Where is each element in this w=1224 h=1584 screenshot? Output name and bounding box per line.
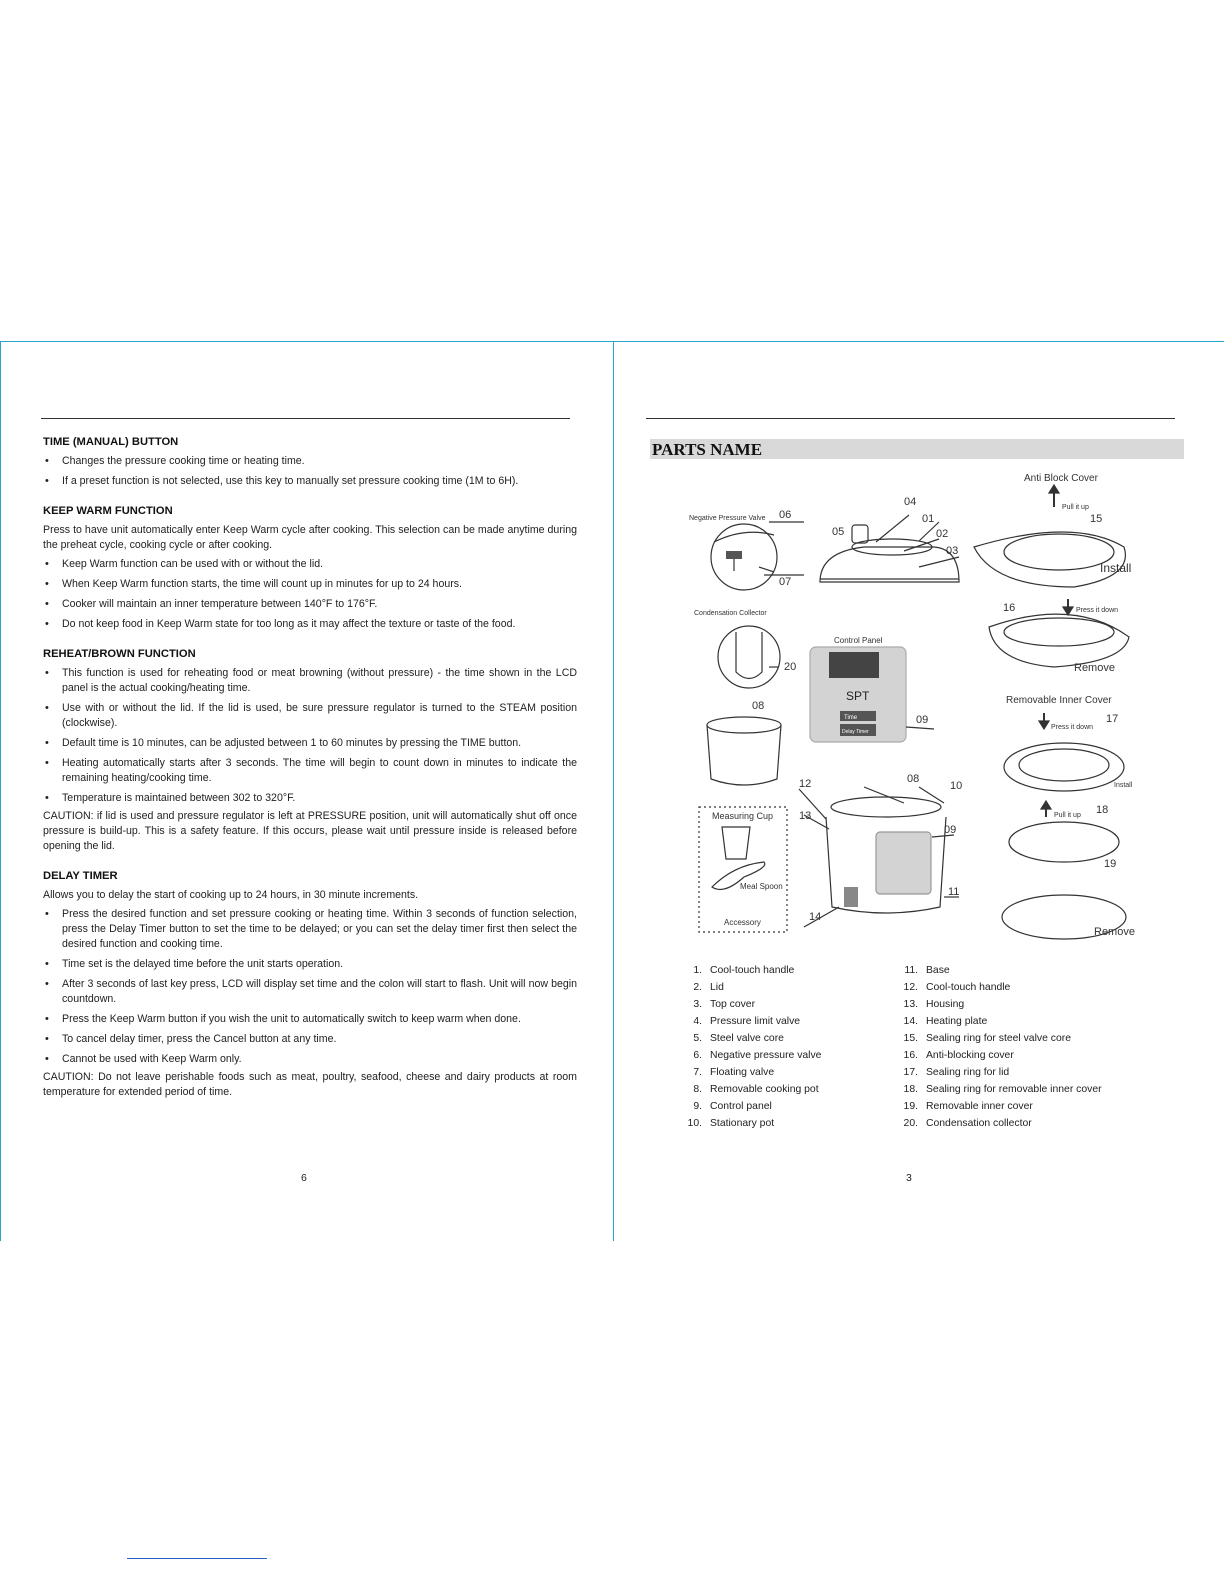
part-number: 15. — [903, 1033, 918, 1044]
part-number: 5. — [693, 1033, 702, 1044]
part-number: 13. — [903, 999, 918, 1010]
condensation-collector-label: Condensation Collector — [694, 610, 767, 617]
bullet-item: • Heating automatically starts after 3 seconds. The time will begin to count down in minutes to indicate the remaining heating/cooking time. — [43, 756, 577, 786]
anti-block-install-figure — [974, 473, 1131, 587]
part-name: Lid — [710, 982, 724, 993]
callout-13: 13 — [799, 810, 812, 822]
callout-09b: 09 — [944, 824, 957, 836]
caution-text: CAUTION: if lid is used and pressure regulator is left at PRESSURE position, unit will automatically shut off once pressure is build-up. This is a safety feature. If this occurs, please wait until pressure inside is released before opening the lid. — [43, 810, 577, 852]
condensation-collector-figure — [694, 610, 796, 688]
part-number: 4. — [693, 1016, 702, 1027]
part-name: Condensation collector — [926, 1118, 1032, 1129]
part-name: Anti-blocking cover — [926, 1050, 1014, 1061]
right-page — [614, 341, 1224, 1241]
part-name: Steel valve core — [710, 1033, 784, 1044]
negative-pressure-valve-label: Negative Pressure Valve — [689, 515, 766, 522]
negative-pressure-valve-figure — [689, 509, 804, 590]
time-button-label: Time — [844, 715, 858, 721]
part-name: Pressure limit valve — [710, 1016, 801, 1027]
part-name: Control panel — [710, 1101, 772, 1112]
callout-04: 04 — [904, 496, 917, 508]
section — [43, 504, 577, 632]
accessory-label: Accessory — [724, 918, 761, 927]
accessory-figure — [699, 807, 787, 932]
callout-20: 20 — [784, 661, 797, 673]
part-name: Removable cooking pot — [710, 1084, 819, 1095]
part-number: 8. — [693, 1084, 702, 1095]
part-number: 9. — [693, 1101, 702, 1112]
press-it-down-label: Press it down — [1076, 607, 1119, 614]
page-number: 3 — [906, 1172, 912, 1184]
section-heading: REHEAT/BROWN FUNCTION — [43, 648, 196, 660]
bullet-item: • Keep Warm function can be used with or without the lid. — [43, 557, 577, 572]
callout-18: 18 — [1096, 804, 1109, 816]
part-number: 19. — [903, 1101, 918, 1112]
section-heading: TIME (MANUAL) BUTTON — [43, 436, 179, 448]
inner-pot-figure — [707, 700, 781, 785]
bullet-item: • Press the desired function and set pressure cooking or heating time. Within 3 seconds of function selection, press the Delay Timer button to set the time to be delayed; or you can set the delay timer first then select the desired function and cooking time. — [43, 907, 577, 952]
callout-08b: 08 — [907, 773, 920, 785]
control-panel-label: Control Panel — [834, 636, 883, 645]
part-name: Negative pressure valve — [710, 1050, 822, 1061]
callout-14: 14 — [809, 911, 822, 923]
bullet-item: • Cooker will maintain an inner temperature between 140°F to 176°F. — [43, 597, 577, 612]
removable-inner-cover-label: Removable Inner Cover — [1006, 695, 1112, 706]
bullet-item: • After 3 seconds of last key press, LCD will display set time and the colon will start to flash. Unit will now begin countdown. — [43, 977, 577, 1007]
brand-logo: SPT — [846, 689, 870, 703]
bullet-item: • This function is used for reheating food or meat browning (without pressure) - the time shown in the LCD panel is the actual cooking/heating time. — [43, 666, 577, 696]
part-name: Top cover — [710, 999, 756, 1010]
section-paragraph: Allows you to delay the start of cooking up to 24 hours, in 30 minute increments. — [43, 889, 419, 901]
part-item — [896, 1098, 1102, 1115]
bullet-list — [43, 557, 577, 632]
part-item — [896, 1115, 1102, 1132]
section — [43, 869, 577, 1100]
part-number: 10. — [687, 1118, 702, 1129]
pull-it-up-label-2: Pull it up — [1054, 812, 1081, 819]
bullet-item: • Time set is the delayed time before the unit starts operation. — [43, 957, 577, 972]
part-item — [680, 1047, 821, 1064]
part-number: 1. — [693, 965, 702, 976]
bullet-item: • When Keep Warm function starts, the time will count up in minutes for up to 24 hours. — [43, 577, 577, 592]
section-heading: KEEP WARM FUNCTION — [43, 505, 173, 517]
callout-17: 17 — [1106, 713, 1119, 725]
callout-19: 19 — [1104, 858, 1117, 870]
part-name: Cool-touch handle — [926, 982, 1011, 993]
part-number: 20. — [903, 1118, 918, 1129]
callout-03: 03 — [946, 545, 959, 557]
part-number: 16. — [903, 1050, 918, 1061]
measuring-cup-label: Measuring Cup — [712, 811, 774, 821]
section — [43, 647, 577, 854]
part-name: Removable inner cover — [926, 1101, 1033, 1112]
callout-12: 12 — [799, 778, 812, 790]
callout-01: 01 — [922, 513, 935, 525]
parts-list-right — [896, 962, 1102, 1132]
top-rule — [41, 418, 570, 419]
part-name: Cool-touch handle — [710, 965, 795, 976]
bullet-item: • Cannot be used with Keep Warm only. — [43, 1052, 577, 1067]
part-number: 14. — [903, 1016, 918, 1027]
part-item — [680, 1098, 821, 1115]
part-name: Base — [926, 965, 950, 976]
part-item — [680, 1064, 821, 1081]
section — [43, 435, 577, 489]
part-item — [680, 996, 821, 1013]
footer-line — [127, 1558, 267, 1559]
bullet-item: • Press the Keep Warm button if you wish the unit to automatically switch to keep warm when done. — [43, 1012, 577, 1027]
parts-list-left — [680, 962, 821, 1132]
part-item — [896, 1064, 1102, 1081]
instructions-content — [43, 435, 577, 1115]
part-item — [680, 1013, 821, 1030]
left-page — [0, 341, 614, 1241]
callout-07: 07 — [779, 576, 792, 588]
part-name: Floating valve — [710, 1067, 775, 1078]
part-number: 3. — [693, 999, 702, 1010]
bullet-item: • If a preset function is not selected, use this key to manually set pressure cooking time (1M to 6H). — [43, 474, 577, 489]
callout-09a: 09 — [916, 714, 929, 726]
delay-timer-button-label: Delay Timer — [842, 729, 869, 735]
part-number: 17. — [903, 1067, 918, 1078]
part-name: Sealing ring for steel valve core — [926, 1033, 1071, 1044]
inner-cover-remove-figure — [1002, 801, 1135, 939]
part-number: 2. — [693, 982, 702, 993]
bullet-item: • Temperature is maintained between 302 to 320°F. — [43, 791, 577, 806]
part-item — [680, 1081, 821, 1098]
control-panel-figure — [810, 636, 934, 742]
bullet-item: • Default time is 10 minutes, can be adjusted between 1 to 60 minutes by pressing the TIME button. — [43, 736, 577, 751]
part-item — [896, 962, 1102, 979]
part-item — [896, 1013, 1102, 1030]
callout-16: 16 — [1003, 602, 1016, 614]
cooker-body-figure — [799, 773, 962, 927]
pull-it-up-label: Pull it up — [1062, 504, 1089, 511]
part-name: Sealing ring for removable inner cover — [926, 1084, 1102, 1095]
part-number: 7. — [693, 1067, 702, 1078]
bullet-item: • To cancel delay timer, press the Cancel button at any time. — [43, 1032, 577, 1047]
inner-cover-install-figure — [1004, 695, 1133, 791]
part-number: 18. — [903, 1084, 918, 1095]
part-item — [896, 979, 1102, 996]
part-number: 6. — [693, 1050, 702, 1061]
part-name: Housing — [926, 999, 965, 1010]
page-number: 6 — [301, 1172, 307, 1184]
bullet-item: • Do not keep food in Keep Warm state for too long as it may affect the texture or taste of the food. — [43, 617, 577, 632]
install-label-2: Install — [1114, 782, 1133, 789]
part-name: Sealing ring for lid — [926, 1067, 1010, 1078]
part-item — [896, 1047, 1102, 1064]
caution-text: CAUTION: Do not leave perishable foods such as meat, poultry, seafood, cheese and dairy products at room temperature for extended period of time. — [43, 1071, 577, 1098]
part-item — [896, 1030, 1102, 1047]
install-label: Install — [1100, 561, 1132, 575]
callout-10: 10 — [950, 780, 963, 792]
part-number: 11. — [904, 965, 918, 976]
anti-block-remove-figure — [989, 599, 1129, 674]
remove-label-2: Remove — [1094, 926, 1135, 938]
part-item — [680, 1115, 821, 1132]
part-name: Stationary pot — [710, 1118, 775, 1129]
part-item — [896, 996, 1102, 1013]
remove-label-1: Remove — [1074, 662, 1115, 674]
press-it-down-label-2: Press it down — [1051, 724, 1094, 731]
section-title: PARTS NAME — [650, 439, 1184, 459]
lid-figure — [820, 496, 959, 582]
callout-05: 05 — [832, 526, 845, 538]
section-paragraph: Press to have unit automatically enter Keep Warm cycle after cooking. This selection can be made anytime during the preheat cycle, cooking cycle or after cooking. — [43, 524, 577, 551]
top-rule — [646, 418, 1175, 419]
callout-15: 15 — [1090, 513, 1103, 525]
bullet-list — [43, 454, 577, 489]
bullet-list — [43, 907, 577, 1067]
part-item — [896, 1081, 1102, 1098]
part-item — [680, 962, 821, 979]
section-heading: DELAY TIMER — [43, 870, 118, 882]
callout-02: 02 — [936, 528, 949, 540]
bullet-item: • Changes the pressure cooking time or heating time. — [43, 454, 577, 469]
anti-block-cover-label: Anti Block Cover — [1024, 473, 1098, 484]
part-number: 12. — [903, 982, 918, 993]
part-item — [680, 979, 821, 996]
meal-spoon-label: Meal Spoon — [740, 882, 783, 891]
callout-08a: 08 — [752, 700, 765, 712]
part-item — [680, 1030, 821, 1047]
callout-06: 06 — [779, 509, 792, 521]
bullet-list — [43, 666, 577, 806]
part-name: Heating plate — [926, 1016, 988, 1027]
callout-11: 11 — [948, 886, 960, 898]
parts-diagram — [654, 467, 1194, 947]
bullet-item: • Use with or without the lid. If the lid is used, be sure pressure regulator is turned to the STEAM position (clockwise). — [43, 701, 577, 731]
